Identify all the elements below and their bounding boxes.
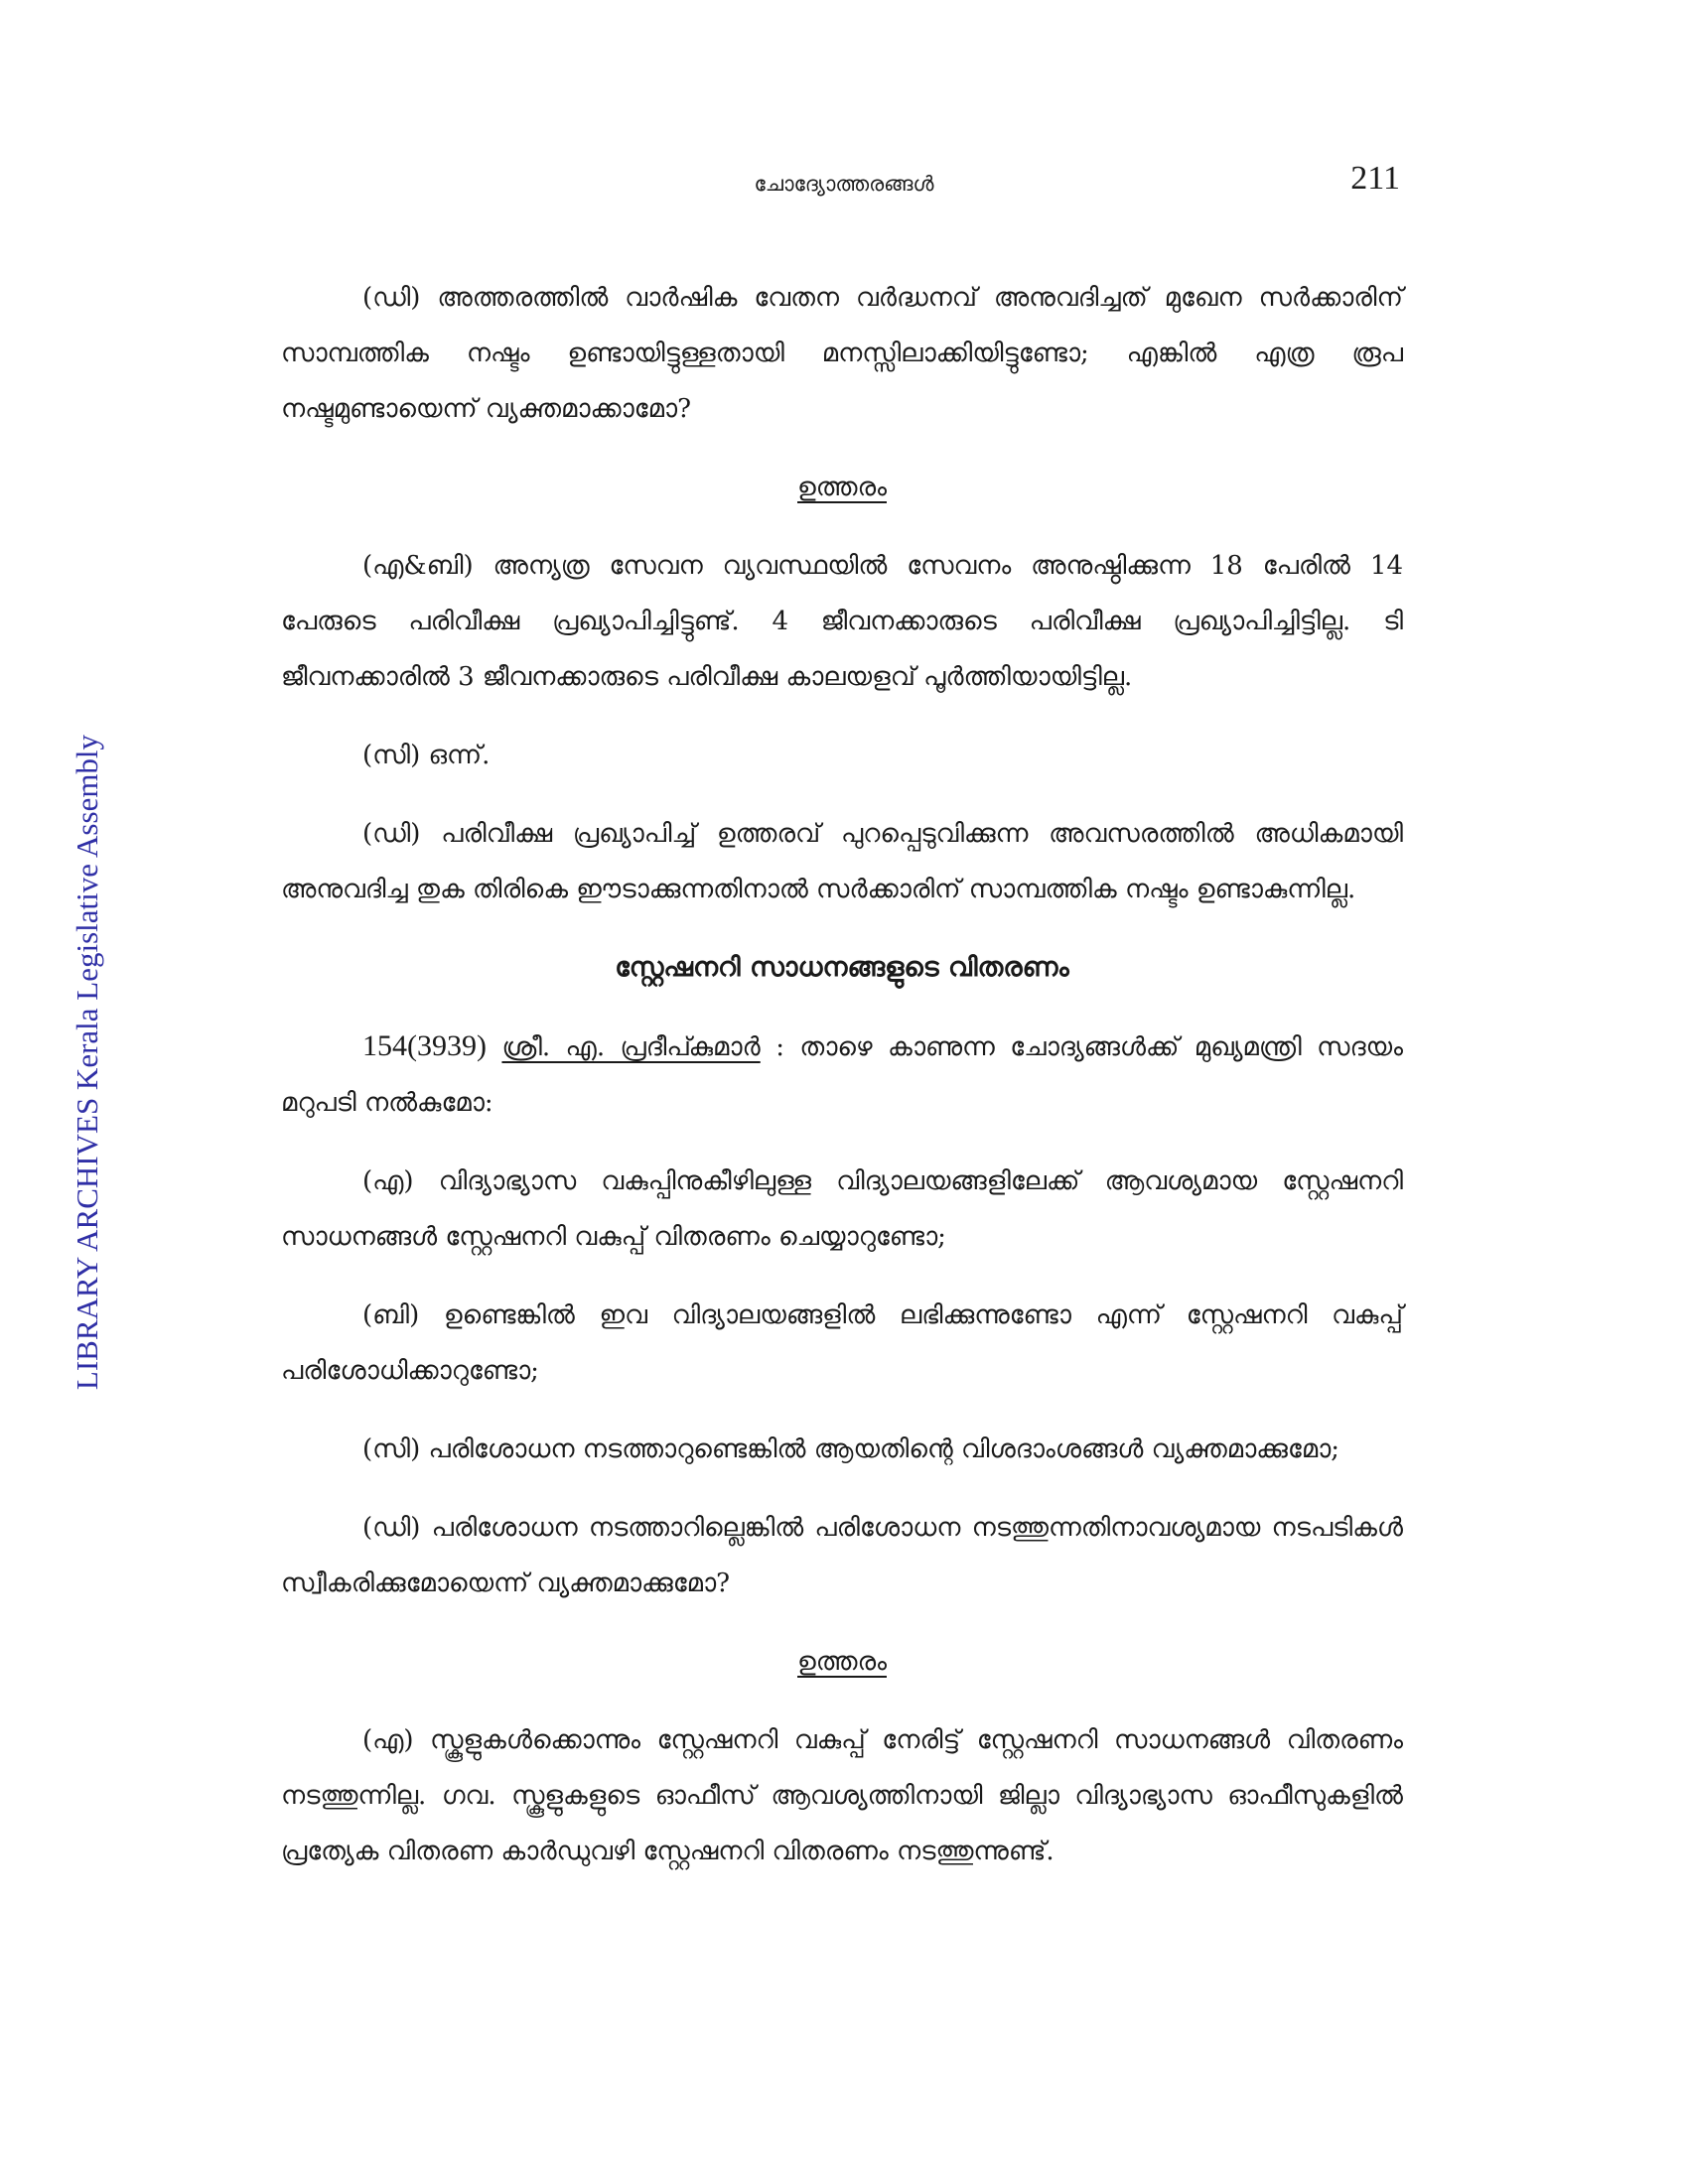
- archive-watermark: LIBRARY ARCHIVES Kerala Legislative Assembly: [70, 734, 104, 1391]
- question-number: 154(3939): [362, 1029, 487, 1062]
- section-title: സ്റ്റേഷനറി സാധനങ്ങളുടെ വിതരണം: [615, 952, 1069, 983]
- answer-part-d: (ഡി) പരിവീക്ഷ പ്രഖ്യാപിച്ച് ഉത്തരവ് പുറപ്പെടുവിക്കുന്ന അവസരത്തിൽ അധികമായി അനുവദിച്ച തുക തിരികെ ഈടാക്കുന്നതിനാൽ സർക്കാരിന് സാമ്പത്തിക നഷ്ടം ഉണ്ടാകുന്നില്ല.: [281, 819, 1403, 904]
- answer-part-c: (സി) ഒന്ന്.: [362, 741, 491, 770]
- question-part-d: (ഡി) അത്തരത്തിൽ വാർഷിക വേതന വർദ്ധനവ് അനുവദിച്ചത് മുഖേന സർക്കാരിന് സാമ്പത്തിക നഷ്ടം ഉണ്ടായിട്ടുള്ളതായി മനസ്സിലാക്കിയിട്ടുണ്ടോ; എങ്കിൽ എത്ര രൂപ നഷ്ടമുണ്ടായെന്ന് വ്യക്തമാക്കാമോ?: [281, 283, 1403, 424]
- document-body: [281, 270, 1403, 1902]
- question-part-a: (എ) വിദ്യാഭ്യാസ വകുപ്പിനുകീഴിലുള്ള വിദ്യാലയങ്ങളിലേക്ക് ആവശ്യമായ സ്റ്റേഷനറി സാധനങ്ങൾ സ്റ്റേഷനറി വകുപ്പ് വിതരണം ചെയ്യാറുണ്ടോ;: [281, 1166, 1403, 1252]
- answer-heading: ഉത്തരം: [797, 473, 887, 502]
- running-head: ചോദ്യോത്തരങ്ങൾ: [754, 172, 934, 196]
- question-part-c: (സി) പരിശോധന നടത്താറുണ്ടെങ്കിൽ ആയതിന്റെ വിശദാംശങ്ങൾ വ്യക്തമാക്കുമോ;: [362, 1434, 1340, 1464]
- question-part-b: (ബി) ഉണ്ടെങ്കിൽ ഇവ വിദ്യാലയങ്ങളിൽ ലഭിക്കുന്നുണ്ടോ എന്ന് സ്റ്റേഷനറി വകുപ്പ് പരിശോധിക്കാറുണ്ടോ;: [281, 1300, 1403, 1386]
- question-part-d-2: (ഡി) പരിശോധന നടത്താറില്ലെങ്കിൽ പരിശോധന നടത്തുന്നതിനാവശ്യമായ നടപടികൾ സ്വീകരിക്കുമോയെന്ന് വ്യക്തമാക്കുമോ?: [281, 1513, 1403, 1598]
- member-name: ശ്രീ. എ. പ്രദീപ്കുമാർ: [501, 1032, 761, 1062]
- answer-heading-2: ഉത്തരം: [797, 1647, 887, 1677]
- answer-part-a: (എ) സ്കൂളുകൾക്കൊന്നും സ്റ്റേഷനറി വകുപ്പ് നേരിട്ട് സ്റ്റേഷനറി സാധനങ്ങൾ വിതരണം നടത്തുന്നില്ല. ഗവ. സ്കൂളുകളുടെ ഓഫീസ് ആവശ്യത്തിനായി ജില്ലാ വിദ്യാഭ്യാസ ഓഫീസുകളിൽ പ്രത്യേക വിതരണ കാർഡുവഴി സ്റ്റേഷനറി വിതരണം നടത്തുന്നുണ്ട്.: [281, 1725, 1403, 1866]
- answer-part-ab: (എ&ബി) അന്യത്ര സേവന വ്യവസ്ഥയിൽ സേവനം അനുഷ്ഠിക്കുന്ന 18 പേരിൽ 14 പേരുടെ പരിവീക്ഷ പ്രഖ്യാപിച്ചിട്ടുണ്ട്. 4 ജീവനക്കാരുടെ പരിവീക്ഷ പ്രഖ്യാപിച്ചിട്ടില്ല. ടി ജീവനക്കാരിൽ 3 ജീവനക്കാരുടെ പരിവീക്ഷ കാലയളവ് പൂർത്തിയായിട്ടില്ല.: [281, 551, 1403, 692]
- page-number: 211: [1350, 160, 1400, 197]
- question-intro-text: : താഴെ കാണുന്ന ചോദ്യങ്ങൾക്ക് മുഖ്യമന്ത്രി സദയം മറുപടി നൽകുമോ:: [281, 1032, 1404, 1118]
- question-intro: [281, 1019, 1403, 1131]
